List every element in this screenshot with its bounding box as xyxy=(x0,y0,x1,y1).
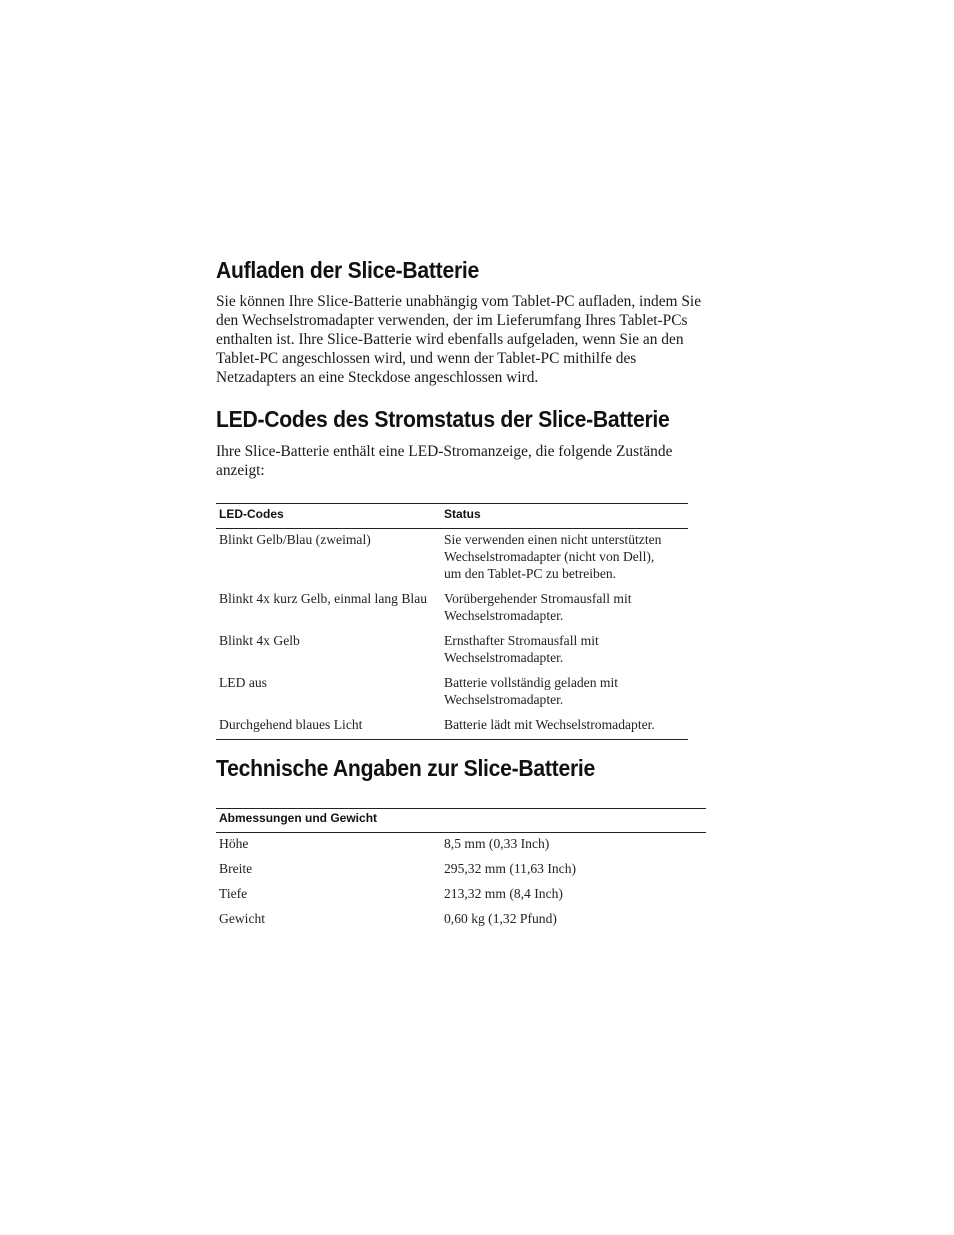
cell-line: 0,60 kg (1,32 Pfund) xyxy=(444,911,557,926)
section-heading-specs: Technische Angaben zur Slice-Batterie xyxy=(216,755,595,781)
spec-value xyxy=(444,860,576,877)
table-cell-status xyxy=(444,632,599,666)
table-header-rule xyxy=(216,832,706,833)
paragraph-line: den Wechselstromadapter verwenden, der im Lieferumfang Ihres Tablet-PCs xyxy=(216,311,688,329)
paragraph-line: Sie können Ihre Slice-Batterie unabhängig vom Tablet-PC aufladen, indem Sie xyxy=(216,293,702,310)
table-cell-led-code xyxy=(219,531,371,548)
paragraph-line: enthalten ist. Ihre Slice-Batterie wird ebenfalls aufgeladen, wenn Sie an den xyxy=(216,330,684,348)
paragraph-line: Netzadapters an eine Steckdose angeschlossen wird. xyxy=(216,368,539,386)
table-top-rule xyxy=(216,503,688,504)
cell-line: Sie verwenden einen nicht unterstützten xyxy=(444,532,662,547)
cell-line: Blinkt 4x Gelb xyxy=(219,633,300,648)
spec-value xyxy=(444,910,557,927)
cell-line: 295,32 mm (11,63 Inch) xyxy=(444,861,577,876)
cell-line: Gewicht xyxy=(219,911,266,926)
cell-line: 8,5 mm (0,33 Inch) xyxy=(444,836,550,851)
paragraph-line: Tablet-PC angeschlossen wird, und wenn der Tablet-PC mithilfe des xyxy=(216,349,637,367)
cell-line: Breite xyxy=(219,861,253,876)
cell-line: Wechselstromadapter. xyxy=(444,692,564,707)
spec-value xyxy=(444,835,549,852)
cell-line: 213,32 mm (8,4 Inch) xyxy=(444,886,563,901)
table-bottom-rule xyxy=(216,739,688,740)
cell-line: LED aus xyxy=(219,675,267,690)
cell-line: Wechselstromadapter. xyxy=(444,650,564,665)
table-header-led-codes: LED-Codes xyxy=(219,507,284,521)
cell-line: Höhe xyxy=(219,836,249,851)
table-cell-led-code xyxy=(219,716,362,733)
table-cell-status xyxy=(444,674,618,708)
table-cell-status xyxy=(444,716,655,733)
table-cell-led-code xyxy=(219,590,427,607)
table-cell-status xyxy=(444,531,661,582)
cell-line: Tiefe xyxy=(219,886,248,901)
cell-line: Batterie vollständig geladen mit xyxy=(444,675,619,690)
charging-paragraph xyxy=(216,293,701,388)
cell-line: Batterie lädt mit Wechselstromadapter. xyxy=(444,717,655,732)
cell-line: um den Tablet-PC zu betreiben. xyxy=(444,566,617,581)
led-codes-paragraph xyxy=(216,443,672,481)
cell-line: Blinkt Gelb/Blau (zweimal) xyxy=(219,532,371,547)
table-cell-status xyxy=(444,590,632,624)
cell-line: Durchgehend blaues Licht xyxy=(219,717,363,732)
spec-label xyxy=(219,885,247,902)
spec-value xyxy=(444,885,563,902)
table-top-rule xyxy=(216,808,706,809)
spec-label xyxy=(219,910,265,927)
section-heading-led-codes: LED-Codes des Stromstatus der Slice-Batterie xyxy=(216,406,670,432)
table-cell-led-code xyxy=(219,632,300,649)
table-header-status: Status xyxy=(444,507,481,521)
cell-line: Vorübergehender Stromausfall mit xyxy=(444,591,632,606)
table-header-rule xyxy=(216,528,688,529)
spec-label xyxy=(219,860,252,877)
cell-line: Ernsthafter Stromausfall mit xyxy=(444,633,599,648)
paragraph-line: Ihre Slice-Batterie enthält eine LED-Stromanzeige, die folgende Zustände xyxy=(216,443,673,460)
cell-line: Blinkt 4x kurz Gelb, einmal lang Blau xyxy=(219,591,428,606)
table-cell-led-code xyxy=(219,674,267,691)
table-header-dimensions: Abmessungen und Gewicht xyxy=(219,811,378,825)
section-heading-charging: Aufladen der Slice-Batterie xyxy=(216,257,480,283)
cell-line: Wechselstromadapter. xyxy=(444,608,564,623)
spec-label xyxy=(219,835,248,852)
cell-line: Wechselstromadapter (nicht von Dell), xyxy=(444,549,655,564)
paragraph-line: anzeigt: xyxy=(216,461,265,479)
